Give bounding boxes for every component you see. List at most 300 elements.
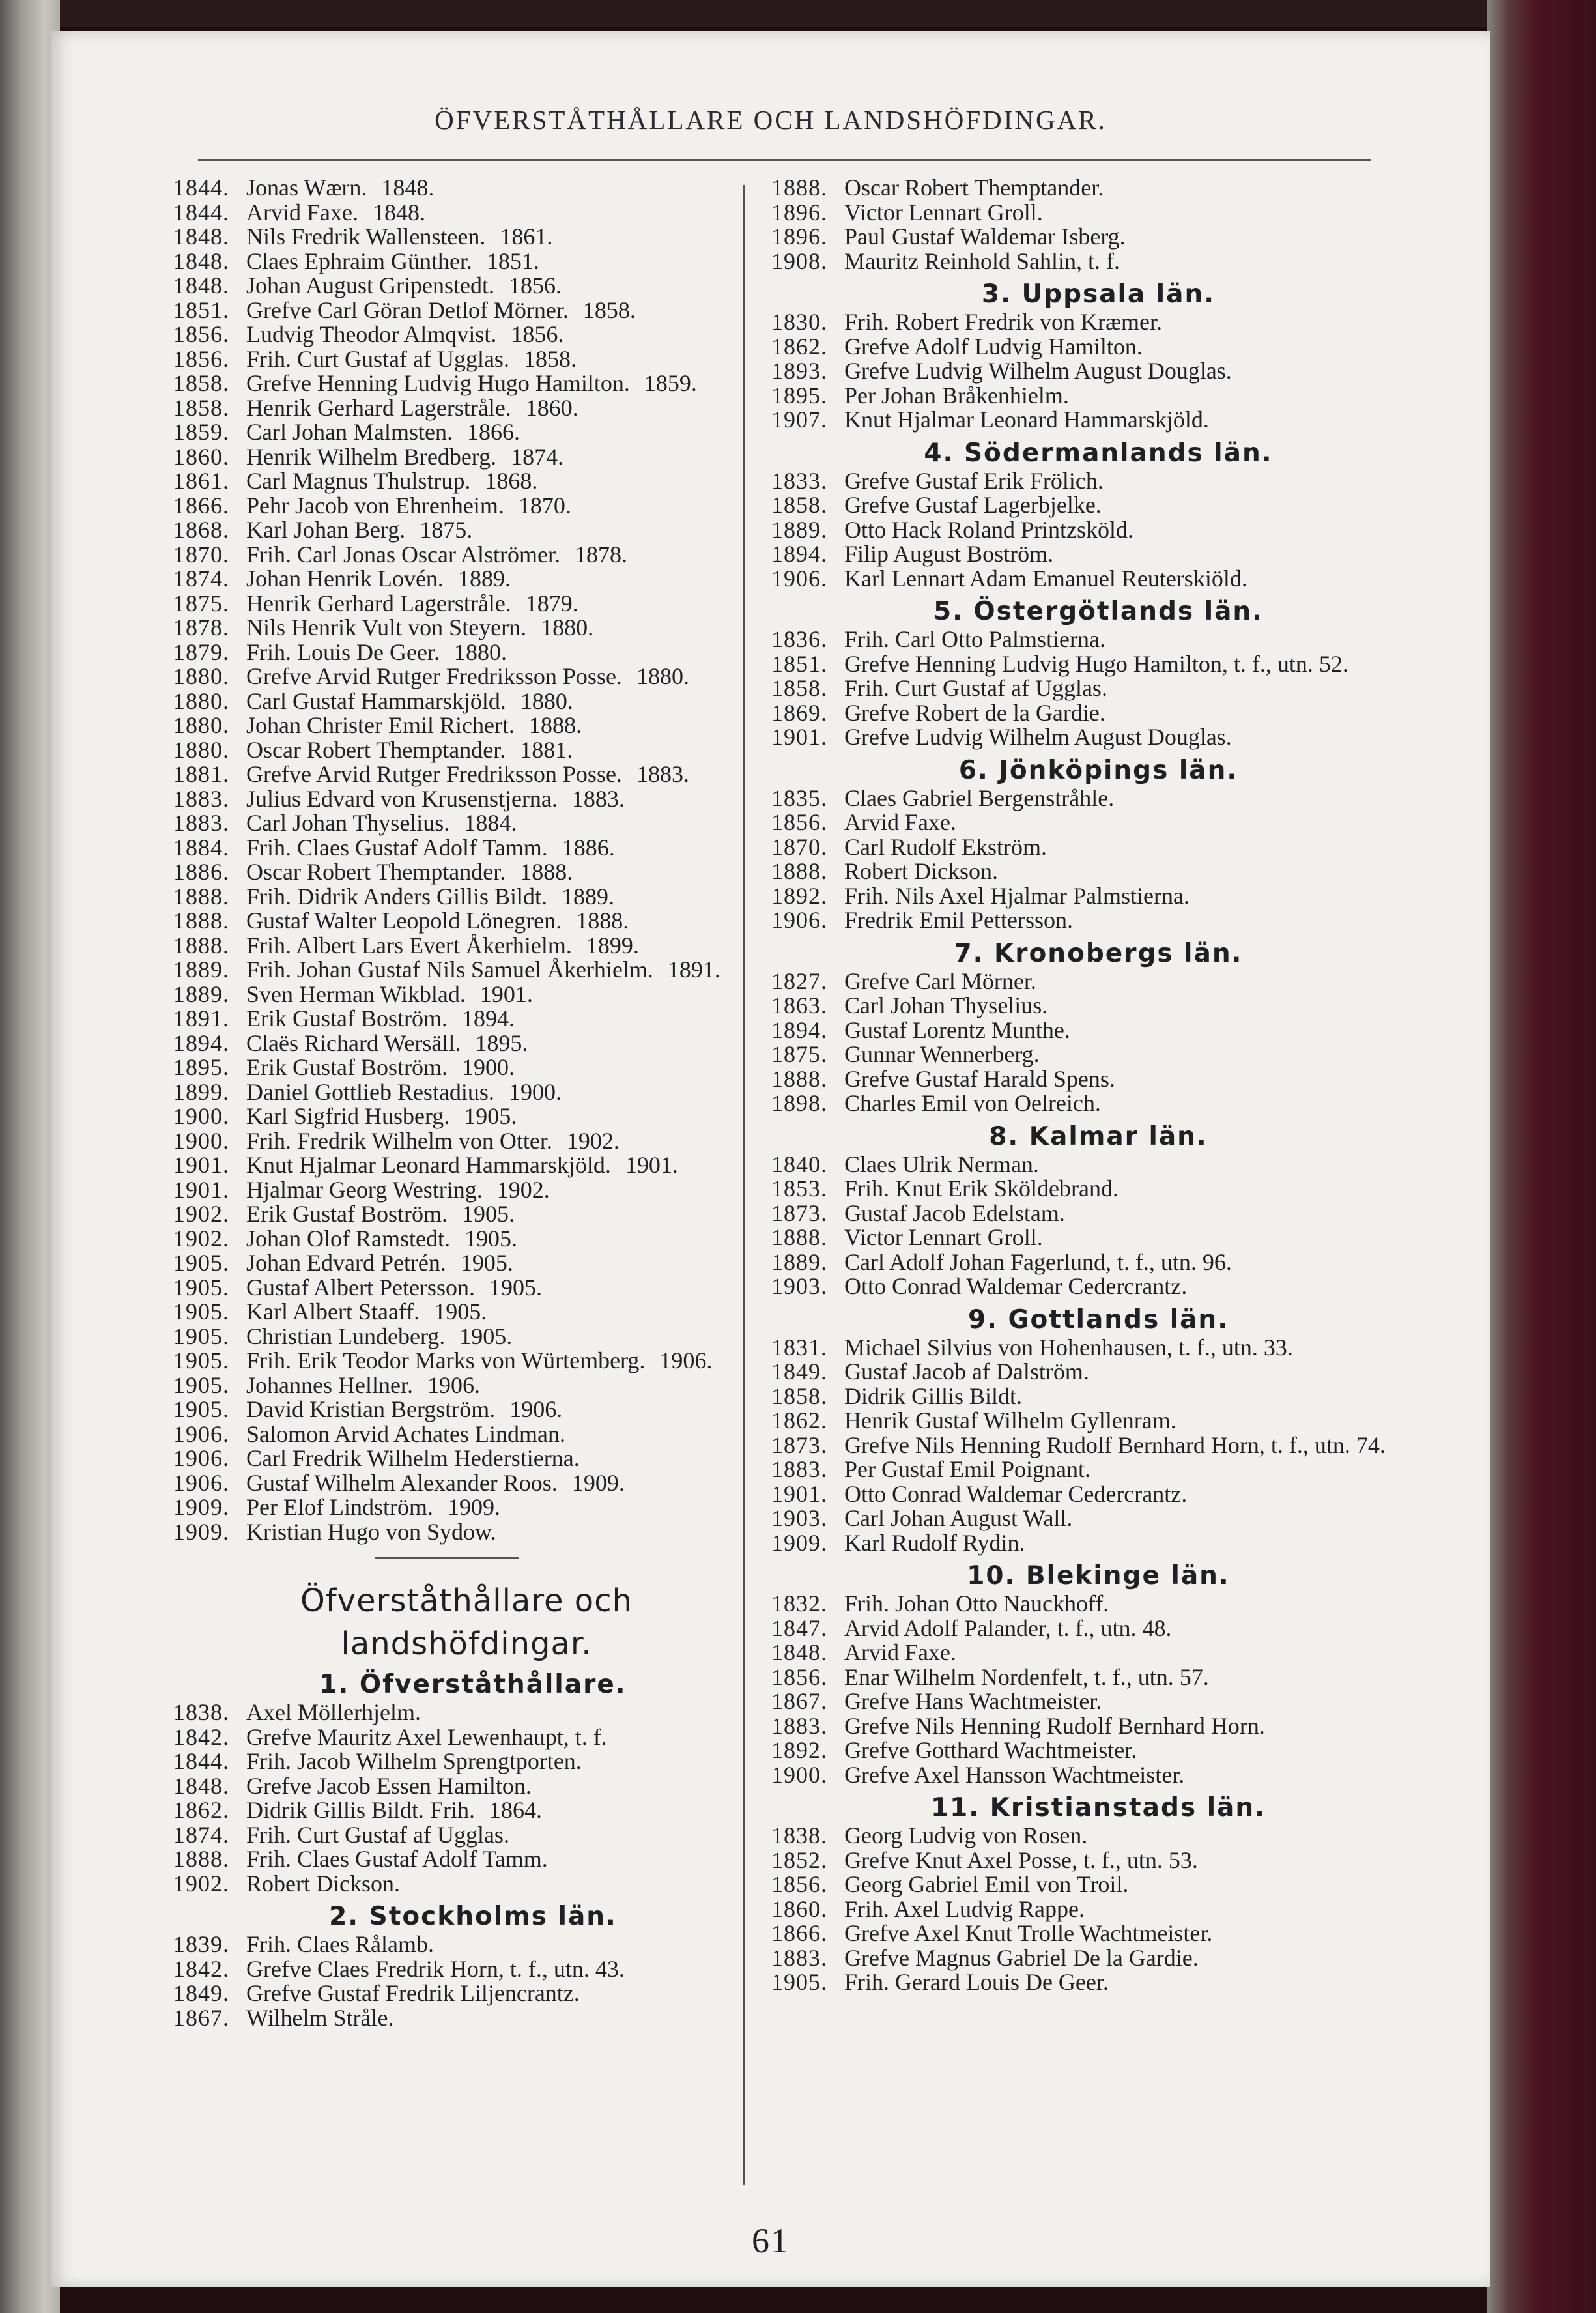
entry-year: 1844. — [173, 1748, 229, 1774]
entry-name — [246, 1178, 734, 1203]
entry-name-text: Grefve Jacob Essen Hamilton. — [246, 1772, 532, 1799]
entry-name-text: Arvid Faxe. — [844, 809, 956, 835]
entry-name — [844, 1250, 1386, 1275]
entry-name — [246, 494, 734, 519]
entry-name-text: Grefve Gustaf Erik Frölich. — [844, 467, 1104, 494]
list-item — [173, 1798, 734, 1823]
major-heading: landshöfdingar. — [341, 1626, 592, 1662]
entry-name — [246, 1300, 734, 1325]
list-item — [173, 1251, 734, 1276]
entry-year: 1888. — [771, 1065, 827, 1092]
entry-name — [246, 738, 734, 763]
list-item — [173, 1957, 734, 1982]
entry-name-text: Per Elof Lindström. — [246, 1494, 433, 1520]
entry-year: 1894. — [771, 1016, 827, 1043]
entry-end-year: 1868. — [485, 468, 538, 494]
entry-end-year: 1902. — [496, 1176, 550, 1203]
entry-year: 1856. — [173, 321, 229, 347]
entry-end-year: 1874. — [511, 443, 564, 470]
entry-name-text: Henrik Gerhard Lagerstråle. — [246, 394, 511, 421]
entry-name-text: Henrik Gustaf Wilhelm Gyllenram. — [844, 1407, 1176, 1433]
list-item — [173, 689, 734, 714]
entry-name-text: Georg Ludvig von Rosen. — [844, 1822, 1088, 1848]
list-item — [173, 445, 734, 470]
list-item — [771, 835, 1386, 860]
entry-name-text: Grefve Arvid Rutger Fredriksson Posse. — [246, 761, 622, 787]
entry-name-text: Didrik Gillis Bildt. — [844, 1383, 1023, 1409]
list-item — [771, 493, 1386, 518]
entry-name — [246, 1153, 734, 1178]
entry-name — [844, 1641, 1386, 1665]
entry-name-text: Carl Johan Malmsten. — [246, 419, 453, 445]
entry-year: 1833. — [771, 467, 827, 494]
list-item — [173, 347, 734, 372]
entry-year: 1867. — [173, 2004, 229, 2031]
list-item — [771, 1641, 1386, 1665]
entry-end-year: 1860. — [525, 394, 578, 421]
entry-name-text: Filip August Boström. — [844, 541, 1054, 567]
entry-name — [844, 1153, 1386, 1177]
entry-year: 1836. — [771, 626, 827, 652]
entry-year: 1869. — [771, 699, 827, 726]
entry-name-text: Salomon Arvid Achates Lindman. — [246, 1420, 565, 1447]
list-item — [173, 1080, 734, 1105]
entry-year: 1880. — [173, 736, 229, 763]
list-item — [771, 994, 1386, 1018]
entry-year: 1888. — [771, 858, 827, 884]
entry-name-text: Grefve Carl Mörner. — [844, 968, 1036, 994]
entry-end-year: 1870. — [518, 492, 571, 519]
list-item — [771, 1531, 1386, 1556]
entry-name — [844, 786, 1386, 811]
entry-year: 1896. — [771, 199, 827, 225]
entry-year: 1905. — [173, 1372, 229, 1398]
entry-year: 1901. — [771, 724, 827, 750]
entry-name-text: Gustaf Walter Leopold Lönegren. — [246, 908, 562, 934]
list-item — [771, 652, 1386, 677]
list-item — [173, 958, 734, 983]
section-heading: 10. Blekinge län. — [967, 1561, 1230, 1590]
entry-year: 1863. — [771, 992, 827, 1018]
entry-year: 1883. — [771, 1456, 827, 1482]
entry-name-text: Frih. Gerard Louis De Geer. — [844, 1969, 1109, 1995]
entry-end-year: 1906. — [659, 1347, 713, 1373]
list-item — [771, 384, 1386, 409]
entry-end-year: 1848. — [381, 175, 435, 201]
entry-name — [844, 1336, 1386, 1360]
section-heading: 5. Östergötlands län. — [933, 597, 1263, 626]
list-item — [771, 1714, 1386, 1739]
entry-name-text: Oscar Robert Themptander. — [246, 736, 506, 763]
entry-year: 1905. — [173, 1299, 229, 1325]
entry-name-text: Grefve Gustaf Harald Spens. — [844, 1065, 1115, 1092]
entry-name-text: Georg Gabriel Emil von Troil. — [844, 1871, 1129, 1897]
list-item — [173, 176, 734, 201]
entry-name-text: Knut Hjalmar Leonard Hammarskjöld. — [844, 407, 1209, 433]
list-item — [173, 1774, 734, 1799]
entry-year: 1905. — [173, 1347, 229, 1373]
entry-year: 1862. — [173, 1797, 229, 1823]
entry-name — [844, 1409, 1386, 1433]
entry-name-text: Frih. Curt Gustaf af Ugglas. — [246, 1821, 509, 1848]
entry-name — [844, 493, 1386, 518]
entry-name — [844, 1274, 1386, 1299]
entry-name-text: Grefve Ludvig Wilhelm August Douglas. — [844, 724, 1232, 750]
entry-name — [246, 909, 734, 934]
list-item — [173, 1153, 734, 1178]
entry-year: 1902. — [173, 1225, 229, 1252]
entry-name — [246, 1749, 734, 1774]
list-item — [173, 1495, 734, 1520]
entry-year: 1903. — [771, 1273, 827, 1299]
entry-name-text: Frih. Johan Otto Nauckhoff. — [844, 1590, 1109, 1616]
list-item — [173, 1056, 734, 1080]
entry-name — [844, 811, 1386, 835]
entry-name-text: Grefve Magnus Gabriel De la Gardie. — [844, 1944, 1199, 1971]
entry-name — [844, 1921, 1386, 1946]
entry-name-text: Carl Adolf Johan Fagerlund, t. f., utn. 96. — [844, 1248, 1232, 1275]
list-item — [173, 1847, 734, 1872]
entry-name — [844, 384, 1386, 409]
entry-name-text: Frih. Claes Rålamb. — [246, 1931, 434, 1957]
entry-name-text: Carl Johan August Wall. — [844, 1505, 1073, 1531]
list-item — [771, 1763, 1386, 1788]
list-item — [771, 1226, 1386, 1250]
entry-year: 1875. — [173, 590, 229, 616]
entry-year: 1847. — [771, 1615, 827, 1641]
entry-year: 1848. — [173, 248, 229, 274]
entry-name — [246, 1471, 734, 1496]
column-divider — [743, 185, 745, 2185]
entry-year: 1896. — [771, 223, 827, 250]
entry-name — [844, 1824, 1386, 1848]
entry-name — [844, 225, 1386, 250]
entry-end-year: 1891. — [667, 956, 720, 983]
list-item — [173, 787, 734, 812]
entry-end-year: 1894. — [461, 1005, 515, 1031]
entry-year: 1909. — [173, 1494, 229, 1520]
entry-end-year: 1880. — [541, 614, 594, 640]
list-item — [771, 1018, 1386, 1043]
entry-name — [844, 542, 1386, 567]
entry-name — [844, 908, 1386, 933]
entry-year: 1906. — [173, 1469, 229, 1496]
list-item — [173, 616, 734, 640]
entry-name — [844, 310, 1386, 335]
entry-name — [246, 640, 734, 665]
entry-name-text: Otto Conrad Waldemar Cedercrantz. — [844, 1480, 1188, 1507]
list-item — [771, 1616, 1386, 1641]
entry-name-text: Frih. Fredrik Wilhelm von Otter. — [246, 1127, 552, 1154]
entry-year: 1902. — [173, 1201, 229, 1227]
entry-name — [844, 652, 1386, 677]
entry-name — [246, 1349, 734, 1373]
entry-name-text: Per Gustaf Emil Poignant. — [844, 1456, 1090, 1482]
entry-name-text: Gustaf Jacob af Dalström. — [844, 1358, 1089, 1385]
entry-year: 1888. — [173, 1846, 229, 1872]
entry-name — [246, 1056, 734, 1080]
entry-name — [246, 1104, 734, 1129]
entry-name — [844, 1592, 1386, 1616]
entry-end-year: 1906. — [509, 1396, 563, 1422]
entry-end-year: 1905. — [489, 1274, 542, 1300]
entry-name-text: Frih. Carl Jonas Oscar Alströmer. — [246, 541, 560, 567]
entry-year: 1907. — [771, 407, 827, 433]
page-number: 61 — [752, 2221, 790, 2260]
entry-year: 1900. — [771, 1761, 827, 1788]
entry-name-text: Grefve Gotthard Wachtmeister. — [844, 1737, 1137, 1763]
list-item — [173, 543, 734, 567]
section-heading: 7. Kronobergs län. — [954, 938, 1243, 968]
entry-name — [246, 250, 734, 274]
entry-name-text: Johan August Gripenstedt. — [246, 272, 494, 298]
entry-year: 1888. — [173, 932, 229, 958]
list-item — [173, 836, 734, 861]
entry-year: 1894. — [173, 1029, 229, 1056]
entry-end-year: 1883. — [636, 761, 689, 787]
section-heading: 1. Öfverståthållare. — [319, 1670, 627, 1699]
entry-name-text: Knut Hjalmar Leonard Hammarskjöld. — [246, 1152, 611, 1178]
entry-name — [844, 1385, 1386, 1409]
entry-year: 1830. — [771, 309, 827, 335]
entry-name — [844, 1067, 1386, 1092]
entry-name-text: Johan Henrik Lovén. — [246, 566, 444, 592]
entry-name — [246, 616, 734, 640]
entry-name — [246, 885, 734, 910]
list-item — [771, 408, 1386, 433]
entry-name — [246, 1373, 734, 1398]
entry-name — [246, 1798, 734, 1823]
entry-name — [246, 1251, 734, 1276]
entry-year: 1858. — [771, 1383, 827, 1409]
entry-name — [844, 676, 1386, 701]
entry-name-text: Grefve Axel Knut Trolle Wachtmeister. — [844, 1920, 1213, 1946]
entry-year: 1888. — [771, 1224, 827, 1250]
list-item — [771, 725, 1386, 750]
list-item — [173, 1932, 734, 1957]
entry-year: 1831. — [771, 1334, 827, 1360]
entry-name — [844, 1946, 1386, 1971]
entry-end-year: 1909. — [447, 1494, 500, 1520]
entry-end-year: 1901. — [479, 981, 533, 1007]
section-heading: 4. Södermanlands län. — [924, 438, 1273, 468]
entry-name — [246, 1031, 734, 1056]
entry-name — [246, 1495, 734, 1520]
entry-name — [844, 1226, 1386, 1250]
entry-year: 1852. — [771, 1846, 827, 1873]
entry-name — [844, 176, 1386, 201]
entry-year: 1888. — [771, 175, 827, 201]
list-item — [173, 640, 734, 665]
entry-year: 1894. — [771, 541, 827, 567]
section-heading: 11. Kristianstads län. — [931, 1793, 1266, 1822]
list-item — [771, 1458, 1386, 1482]
entry-year: 1901. — [173, 1176, 229, 1203]
entry-name — [844, 859, 1386, 884]
entry-end-year: 1878. — [574, 541, 627, 567]
list-item — [771, 1921, 1386, 1946]
entry-year: 1870. — [173, 541, 229, 567]
entry-name-text: Victor Lennart Groll. — [844, 199, 1043, 225]
entry-year: 1908. — [771, 248, 827, 274]
list-item — [173, 298, 734, 323]
entry-name-text: Julius Edvard von Krusenstjerna. — [246, 785, 558, 812]
entry-name-text: Frih. Didrik Anders Gillis Bildt. — [246, 883, 548, 910]
entry-end-year: 1880. — [453, 639, 507, 665]
entry-end-year: 1905. — [434, 1299, 487, 1325]
list-item — [771, 225, 1386, 250]
entry-year: 1862. — [771, 1407, 827, 1433]
entry-end-year: 1859. — [644, 370, 697, 396]
list-item — [173, 665, 734, 689]
list-item — [771, 970, 1386, 994]
entry-year: 1883. — [173, 785, 229, 812]
list-item — [173, 1398, 734, 1422]
entry-name-text: Carl Magnus Thulstrup. — [246, 468, 471, 494]
list-item — [771, 1946, 1386, 1971]
entry-name — [246, 934, 734, 958]
list-item — [173, 1981, 734, 2006]
entry-name — [246, 1202, 734, 1227]
entry-end-year: 1856. — [508, 272, 562, 298]
entry-name-text: Erik Gustaf Boström. — [246, 1054, 448, 1080]
entry-end-year: 1856. — [511, 321, 564, 347]
entry-name-text: Carl Fredrik Wilhelm Hederstierna. — [246, 1445, 580, 1471]
entry-year: 1848. — [173, 223, 229, 250]
list-item — [173, 201, 734, 225]
entry-year: 1898. — [771, 1090, 827, 1116]
entry-name — [246, 592, 734, 616]
list-item — [173, 811, 734, 836]
list-item — [771, 250, 1386, 274]
entry-name-text: Nils Fredrik Wallensteen. — [246, 223, 486, 250]
section-heading: 2. Stockholms län. — [329, 1902, 617, 1931]
entry-name-text: Grefve Nils Henning Rudolf Bernhard Horn, t. f., utn. 74. — [844, 1431, 1386, 1458]
entry-name-text: Grefve Claes Fredrik Horn, t. f., utn. 43. — [246, 1955, 625, 1982]
list-item — [173, 469, 734, 494]
entry-name-text: Johan Edvard Petrén. — [246, 1250, 446, 1276]
entry-end-year: 1848. — [372, 199, 425, 225]
entry-name-text: Christian Lundeberg. — [246, 1323, 446, 1349]
list-item — [173, 420, 734, 445]
entry-end-year: 1884. — [464, 810, 517, 836]
entry-end-year: 1888. — [576, 908, 629, 934]
entry-end-year: 1888. — [520, 859, 573, 885]
entry-year: 1905. — [173, 1396, 229, 1422]
list-item — [771, 1970, 1386, 1995]
entry-year: 1860. — [173, 443, 229, 470]
entry-name-text: Karl Rudolf Rydin. — [844, 1529, 1025, 1556]
entry-name-text: Erik Gustaf Boström. — [246, 1201, 448, 1227]
list-item — [173, 323, 734, 347]
list-item — [771, 701, 1386, 726]
list-item — [771, 1824, 1386, 1848]
entry-year: 1888. — [173, 908, 229, 934]
entry-end-year: 1900. — [508, 1078, 562, 1105]
entry-year: 1883. — [771, 1944, 827, 1971]
entry-year: 1905. — [771, 1969, 827, 1995]
entry-year: 1889. — [771, 1248, 827, 1275]
list-item — [173, 2006, 734, 2031]
major-heading: Öfverståthållare och — [300, 1583, 633, 1619]
list-item — [771, 884, 1386, 909]
entry-name-text: Claes Gabriel Bergenstråhle. — [844, 784, 1115, 811]
entry-name-text: Frih. Louis De Geer. — [246, 639, 440, 665]
list-item — [771, 1689, 1386, 1714]
entry-name — [246, 445, 734, 470]
entry-name-text: Mauritz Reinhold Sahlin, t. f. — [844, 248, 1120, 274]
entry-name-text: Gunnar Wennerberg. — [844, 1041, 1040, 1067]
entry-name — [844, 1042, 1386, 1067]
entry-end-year: 1901. — [625, 1152, 678, 1178]
list-item — [771, 1177, 1386, 1201]
entry-year: 1884. — [173, 834, 229, 861]
entry-end-year: 1899. — [586, 932, 639, 958]
list-item — [771, 1201, 1386, 1226]
list-item — [771, 1873, 1386, 1897]
entry-name — [844, 518, 1386, 543]
entry-name — [246, 274, 734, 298]
entry-end-year: 1902. — [566, 1127, 620, 1154]
entry-name-text: Gustaf Lorentz Munthe. — [844, 1016, 1070, 1043]
entry-name-text: Karl Lennart Adam Emanuel Reuterskiöld. — [844, 565, 1247, 592]
entry-year: 1891. — [173, 1005, 229, 1031]
entry-end-year: 1858. — [582, 296, 636, 323]
entry-year: 1858. — [173, 370, 229, 396]
entry-year: 1860. — [771, 1895, 827, 1922]
entry-name-text: Frih. Axel Ludvig Rappe. — [844, 1895, 1085, 1922]
entry-name — [246, 1701, 734, 1725]
entry-name — [246, 1446, 734, 1471]
list-item — [771, 176, 1386, 201]
list-item — [173, 1202, 734, 1227]
entry-name-text: Sven Herman Wikblad. — [246, 981, 466, 1007]
entry-name — [844, 994, 1386, 1018]
entry-name-text: Charles Emil von Oelreich. — [844, 1090, 1101, 1116]
entry-name — [246, 518, 734, 543]
list-item — [771, 1592, 1386, 1616]
entry-name-text: David Kristian Bergström. — [246, 1396, 496, 1422]
entry-name-text: Henrik Gerhard Lagerstråle. — [246, 590, 511, 616]
list-item — [173, 225, 734, 250]
book-binding-top — [0, 0, 1596, 27]
entry-name — [246, 836, 734, 861]
entry-end-year: 1905. — [460, 1250, 513, 1276]
entry-name — [844, 1738, 1386, 1763]
list-item — [173, 738, 734, 763]
entry-name-text: Frih. Claes Gustaf Adolf Tamm. — [246, 834, 548, 861]
list-item — [173, 1520, 734, 1545]
entry-name-text: Ludvig Theodor Almqvist. — [246, 321, 497, 347]
entry-name-text: Per Johan Bråkenhielm. — [844, 382, 1069, 409]
entry-name-text: Gustaf Albert Petersson. — [246, 1274, 475, 1300]
list-item — [771, 1409, 1386, 1433]
entry-year: 1867. — [771, 1688, 827, 1714]
entry-name — [246, 2006, 734, 2031]
entry-name-text: Michael Silvius von Hohenhausen, t. f., utn. 33. — [844, 1334, 1293, 1360]
entry-year: 1899. — [173, 1078, 229, 1105]
entry-name — [844, 1873, 1386, 1897]
entry-year: 1868. — [173, 517, 229, 543]
entry-name — [246, 1129, 734, 1154]
list-item — [173, 1422, 734, 1447]
entry-year: 1889. — [173, 981, 229, 1007]
list-item — [771, 359, 1386, 384]
entry-name-text: Frih. Jacob Wilhelm Sprengtporten. — [246, 1748, 582, 1774]
entry-name — [246, 713, 734, 738]
list-item — [771, 908, 1386, 933]
entry-name-text: Victor Lennart Groll. — [844, 1224, 1043, 1250]
